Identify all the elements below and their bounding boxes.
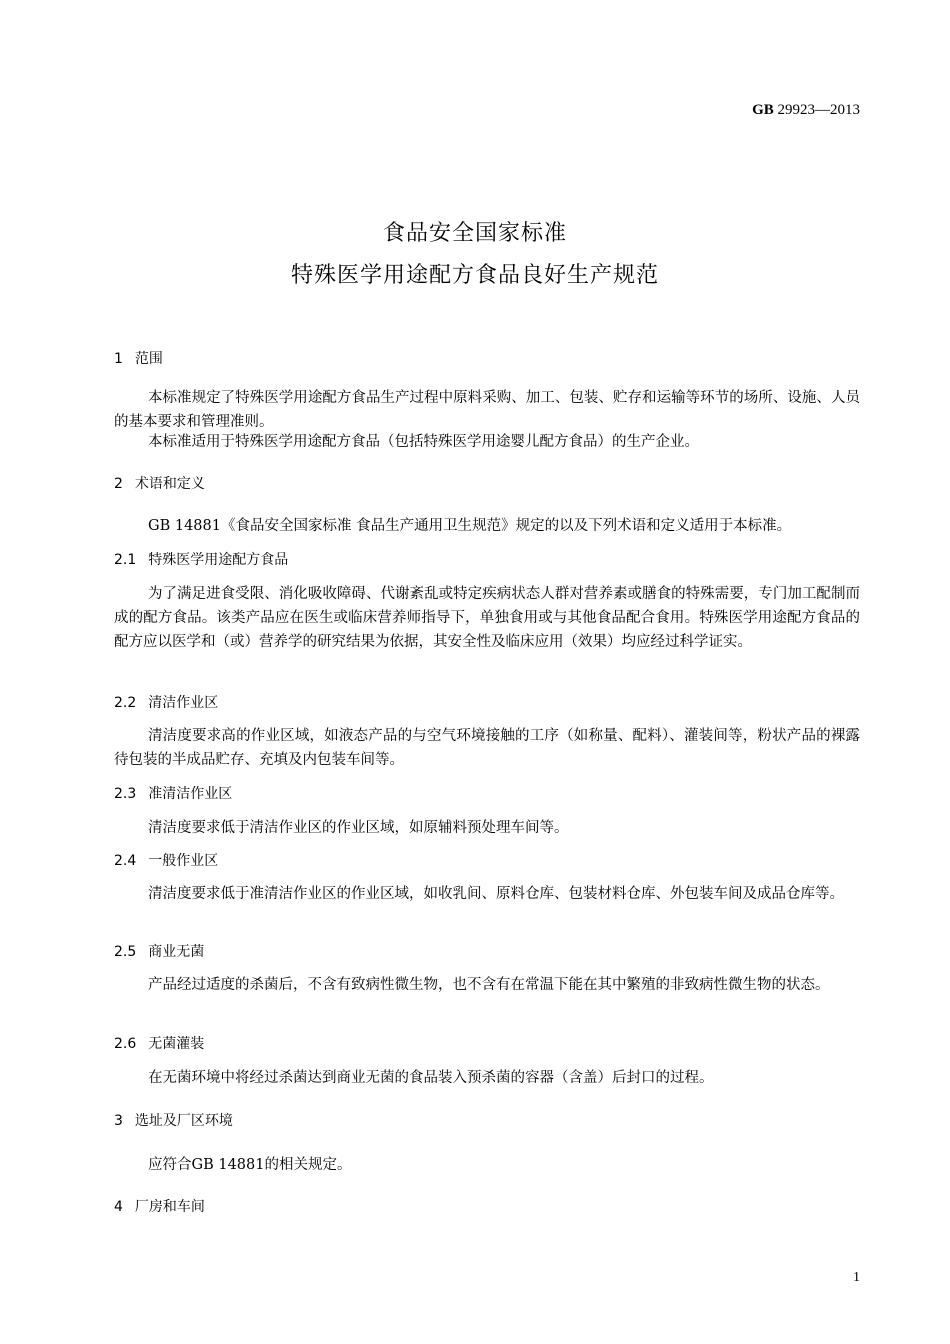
standard-code-number: 29923—2013 xyxy=(773,102,860,118)
section-heading-2-3 xyxy=(114,783,232,803)
section-number: 2.4 xyxy=(114,853,137,869)
section-title: 一般作业区 xyxy=(148,853,219,869)
section-number: 3 xyxy=(114,1113,123,1129)
section-3-paragraph: 应符合GB 14881的相关规定。 xyxy=(148,1157,352,1173)
section-title: 厂房和车间 xyxy=(134,1199,205,1215)
section-number: 2 xyxy=(114,476,123,492)
section-1-paragraph-2: 本标准适用于特殊医学用途配方食品（包括特殊医学用途婴儿配方食品）的生产企业。 xyxy=(148,434,699,450)
section-title: 商业无菌 xyxy=(148,944,205,960)
section-heading-2-6 xyxy=(114,1033,204,1053)
doc-title-line2: 特殊医学用途配方食品良好生产规范 xyxy=(290,263,659,288)
section-number: 2.1 xyxy=(114,552,137,568)
section-1-paragraph-1: 本标准规定了特殊医学用途配方食品生产过程中原料采购、加工、包装、贮存和运输等环节的场所、设施、人员的基本要求和管理准则。 xyxy=(114,390,860,430)
section-heading-1 xyxy=(114,348,163,368)
page-number: 1 xyxy=(853,1270,860,1285)
section-title: 准清洁作业区 xyxy=(148,786,233,802)
section-heading-4 xyxy=(114,1196,205,1216)
section-title: 无菌灌装 xyxy=(148,1036,205,1052)
section-2-6-paragraph: 在无菌环境中将经过杀菌达到商业无菌的食品装入预杀菌的容器（含盖）后封口的过程。 xyxy=(148,1070,714,1086)
section-heading-2-2 xyxy=(114,692,218,712)
doc-title-line1: 食品安全国家标准 xyxy=(382,221,567,246)
section-heading-2-1 xyxy=(114,549,288,569)
section-heading-2-4 xyxy=(114,850,218,870)
standard-code-prefix: GB xyxy=(752,102,774,118)
section-title: 术语和定义 xyxy=(134,476,205,492)
section-number: 2.5 xyxy=(114,944,137,960)
section-number: 2.6 xyxy=(114,1036,137,1052)
section-number: 2.3 xyxy=(114,786,137,802)
section-2-4-paragraph: 清洁度要求低于准清洁作业区的作业区域，如收乳间、原料仓库、包装材料仓库、外包装车间及成品仓库等。 xyxy=(148,886,844,902)
section-number: 1 xyxy=(114,351,123,367)
section-title: 清洁作业区 xyxy=(148,695,219,711)
section-title: 范围 xyxy=(134,351,163,367)
section-heading-2 xyxy=(114,473,205,493)
section-heading-3 xyxy=(114,1110,233,1130)
section-title: 特殊医学用途配方食品 xyxy=(148,552,289,568)
section-title: 选址及厂区环境 xyxy=(134,1113,233,1129)
section-2-2-paragraph: 清洁度要求高的作业区域，如液态产品的与空气环境接触的工序（如称量、配料）、灌装间等，粉状产品的裸露待包装的半成品贮存、充填及内包装车间等。 xyxy=(114,728,860,768)
section-2-paragraph-1: GB 14881《食品安全国家标准 食品生产通用卫生规范》规定的以及下列术语和定义适用于本标准。 xyxy=(148,518,792,534)
section-2-5-paragraph: 产品经过适度的杀菌后，不含有致病性微生物，也不含有在常温下能在其中繁殖的非致病性微生物的状态。 xyxy=(148,977,830,993)
section-2-1-paragraph: 为了满足进食受限、消化吸收障碍、代谢紊乱或特定疾病状态人群对营养素或膳食的特殊需要，专门加工配制而成的配方食品。该类产品应在医生或临床营养师指导下，单独食用或与其他食品配合食用。特殊医学用途配方食品的配方应以医学和（或）营养学的研究结果为依据，其安全性及临床应用（效果）均应经过科学证实。 xyxy=(114,586,860,650)
standard-code xyxy=(752,102,860,119)
section-number: 2.2 xyxy=(114,695,137,711)
section-number: 4 xyxy=(114,1199,123,1215)
section-heading-2-5 xyxy=(114,941,204,961)
section-2-3-paragraph: 清洁度要求低于清洁作业区的作业区域，如原辅料预处理车间等。 xyxy=(148,820,569,836)
